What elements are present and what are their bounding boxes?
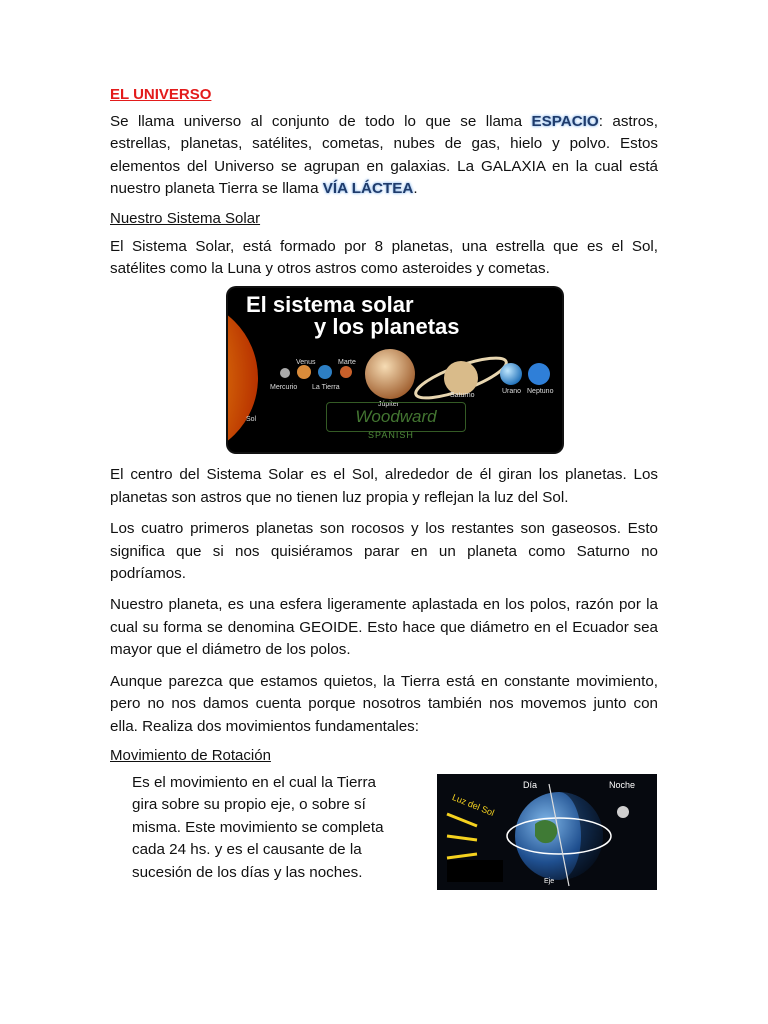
rotation-text: [132, 772, 414, 884]
paragraph-centro: El centro del Sistema Solar es el Sol, alrededor de él giran los planetas. Los planetas son astros que no tienen luz propia y reflejan la luz del Sol.: [110, 466, 658, 506]
rotation-line: gira sobre su propio eje, o sobre sí: [132, 796, 366, 814]
page-title: EL UNIVERSO: [110, 86, 212, 103]
uranus-shape: [500, 363, 522, 385]
section-heading-sistema-solar: Nuestro Sistema Solar: [110, 209, 261, 227]
section-heading-rotacion: Movimiento de Rotación: [110, 746, 271, 764]
keyword-espacio: ESPACIO: [531, 113, 599, 130]
paragraph-movimiento: Aunque parezca que estamos quietos, la Tierra está en constante movimiento, pero no nos damos cuenta porque nosotros también nos movemos junto con ella. Realiza dos movimientos fundamentales:: [110, 672, 658, 735]
earth-shape: [318, 365, 332, 379]
label-saturno: Saturno: [450, 392, 475, 400]
figure-title-line1: El sistema solar: [246, 292, 414, 318]
sunlight-arrow: [447, 836, 477, 840]
label-tierra: La Tierra: [312, 384, 340, 392]
neptune-shape: [528, 363, 550, 385]
rotation-line: misma. Este movimiento se completa: [132, 818, 384, 836]
rotation-section: [110, 772, 658, 890]
rotation-line: Es el movimiento en el cual la Tierra: [132, 773, 376, 791]
paragraph-sistema-solar: El Sistema Solar, está formado por 8 planetas, una estrella que es el Sol, satélites como la Luna y otros astros como asteroides y cometas.: [110, 237, 658, 278]
label-luz-del-sol: Luz del Sol: [450, 791, 496, 818]
rotation-line: cada 24 hs. y es el causante de la: [132, 841, 362, 859]
woodward-watermark-sub: SPANISH: [368, 430, 414, 441]
rotation-line: sucesión de los días y las noches.: [132, 863, 363, 881]
solar-system-image: [228, 288, 562, 452]
mars-shape: [340, 366, 352, 378]
intro-text-2: : astros, estrellas, planetas, satélites, cometas, nubes de gas, hielo y polvo. Estos elementos del Universo se agrupan en galaxias. La GALAXIA en la cual está nuestro planeta Tierra se llama: [110, 113, 658, 198]
keyword-via-lactea: VÍA LÁCTEA: [322, 180, 414, 198]
label-jupiter: Júpiter: [378, 401, 400, 409]
paragraph-geoide: Nuestro planeta, es una esfera ligeramente aplastada en los polos, razón por la cual su forma se denomina GEOIDE. Esto hace que diámetro en el Ecuador sea mayor que el diámetro de los polos.: [110, 596, 658, 659]
moon-shape: [617, 806, 629, 818]
label-neptuno: Neptuno: [527, 388, 554, 396]
intro-end: .: [413, 180, 418, 198]
label-marte: Marte: [338, 359, 356, 367]
sun-shape: [228, 298, 258, 452]
label-noche: Noche: [609, 779, 636, 790]
sunlight-arrow: [447, 814, 477, 826]
black-redaction: [447, 860, 503, 882]
label-mercurio: Mercurio: [270, 384, 298, 392]
sunlight-arrow: [447, 854, 477, 858]
saturn-shape: [444, 361, 478, 395]
woodward-watermark: Woodward: [326, 402, 466, 432]
intro-text: Se llama universo al conjunto de todo lo que se llama: [110, 113, 532, 130]
mercury-shape: [280, 368, 290, 378]
document-page: [110, 86, 658, 890]
venus-shape: [297, 365, 311, 379]
earth-rotation-image: [437, 774, 657, 890]
intro-paragraph: [110, 111, 658, 201]
label-urano: Urano: [502, 388, 522, 396]
label-sol: Sol: [246, 416, 257, 424]
label-eje: Eje: [544, 877, 555, 885]
label-venus: Venus: [296, 359, 316, 367]
figure-title-line2: y los planetas: [314, 314, 460, 340]
paragraph-rocosos: Los cuatro primeros planetas son rocosos y los restantes son gaseosos. Esto significa que si nos quisiéramos parar en un planeta como Saturno no podríamos.: [110, 520, 658, 583]
label-dia: Día: [523, 779, 538, 790]
earth-rotation-illustration: [437, 774, 657, 890]
jupiter-shape: [365, 349, 415, 399]
